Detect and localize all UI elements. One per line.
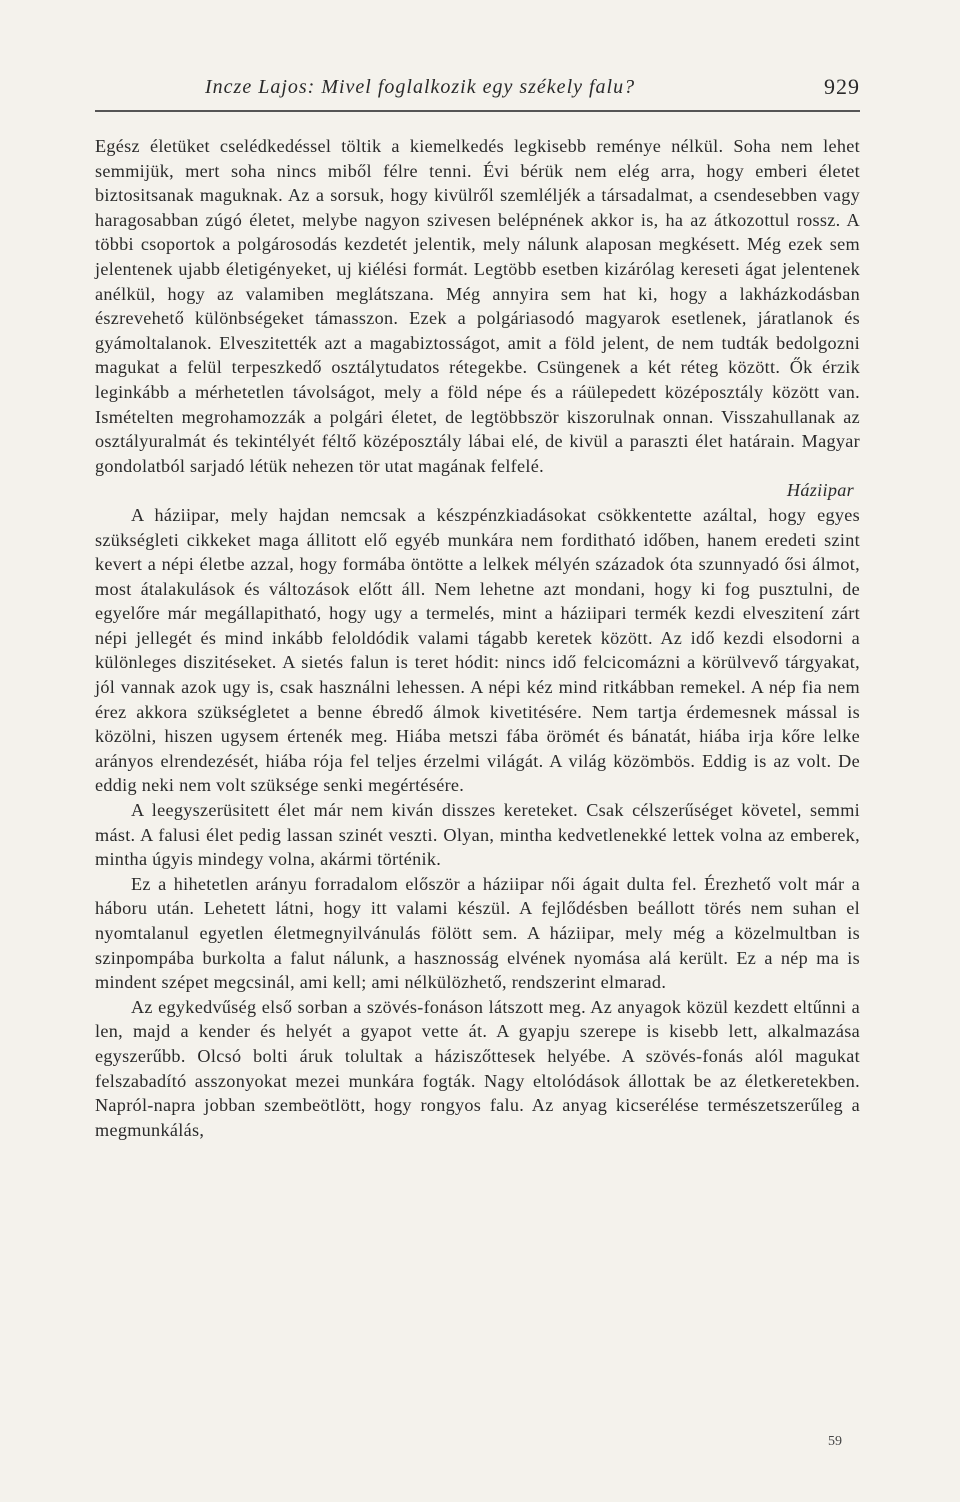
running-title: Incze Lajos: Mivel foglalkozik egy székely falu? (205, 76, 636, 98)
running-header (95, 70, 860, 112)
section-heading: Háziipar (786, 480, 854, 501)
article-body (95, 134, 860, 1142)
paragraph: Az egykedvűség első sorban a szövés-fonáson látszott meg. Az anyagok közül kezdett eltűnni a len, majd a kender és helyét a gyapot vette át. A gyapju szerepe is kisebb lett, alkalmazása egyszerűbb. Olcsó bolti áruk tolultak a háziszőttesek helyébe. A szövés-fonás alól magukat felszabadító asszonyokat mezei munkára fogták. Nagy eltolódások állottak be az életkeretekben. Napról-napra jobban szembeötlött, hogy rongyos falu. Az anyag kicserélése természetszerűleg a megmunkálás, (95, 996, 860, 1140)
paragraph: A leegyszerüsitett élet már nem kiván disszes kereteket. Csak célszerűséget követel, semmi mást. A falusi élet pedig lassan szinét veszti. Olyan, mintha kedvetlenekké lettek volna az emberek, mintha úgyis mindegy volna, akármi történik. (95, 800, 860, 870)
paragraph: A háziipar, mely hajdan nemcsak a készpénzkiadásokat csökkentette azáltal, hogy egyes szükségleti cikkeket maga állitott elő egyéb munkára nem forditható időben, hanem eredeti szint kevert a népi életbe azzal, hogy formába öntötte a lelkek mélyén századok óta szunnyadó ősi álmot, most átalakulások és változások előtt áll. Nem lehetne azt mondani, hogy ki fog pusztulni, de egyelőre már megállapitható, hogy ugy a termelés, mint a háziipari termék kezdi elveszitení zárt népi jellegét és mind inkább feloldódik valami tágabb keretek között. Az idő kezdi elsodorni a különleges diszitéseket. A sietés falun is teret hódit: nincs idő felcicomázni a körülvevő tárgyakat, jól vannak azok ugy is, csak használni lehessen. A népi kéz mind ritkábban remekel. A nép fia nem érez akkora szükségletet a benne ébredő álmok kivetitésére. Nem tartja érdemesnek mással is közölni, hiszen ugysem értenék meg. Hiába metszi fába örömét és bánatát, hiába irja kőre lelke arányos elrendezését, hiába rója fel teljes érzelmi világát. A világ közömbös. Eddig is az volt. De eddig neki nem volt szüksége senki megértésére. (95, 504, 860, 796)
paragraph: Ez a hihetetlen arányu forradalom először a háziipar női ágait dulta fel. Érezhető volt már a háboru után. Lehetett látni, hogy itt valami készül. A fejlődésben beállott törés nem suhan el nyomtalanul egyetlen életmegnyilvánulás fölött sem. A háziipar, mely még a közelmultban is szinpompába burkolta a falut nálunk, a hasznosság elvének nyomása alá került. Ez a nép ma is mindent szépet megcsinál, ami kell; ami nélkülözhető, rendszerint elmarad. (95, 873, 860, 993)
paragraph: Egész életüket cselédkedéssel töltik a kiemelkedés legkisebb reménye nélkül. Soha nem lehet semmijük, mert soha nincs miből félre tenni. Évi bérük nem elég arra, hogy emberi életet biztositsanak maguknak. Az a sorsuk, hogy kivülről szemléljék a társadalmat, a csendesebben vagy haragosabban zúgó életet, melybe nagyon szivesen belépnének akkor is, ha az átkozottul rossz. A többi csoportok a polgárosodás kezdetét jelentik, mely nálunk alaposan megkésett. Még ezek sem jelentenek ujabb életigényeket, uj kiélési formát. Legtöbb esetben kizárólag kereseti ágat jelentenek anélkül, hogy az valamiben meglátszana. Még annyira sem hat ki, hogy a lakházkodásban észrevehető különbségeket támasszon. Ezek a polgáriasodó magyarok esetlenek, járatlanok és gyámoltalanok. Elveszitették azt a magabiztosságot, amit a föld jelent, de nem tudták bedolgozni magukat a felül terpeszkedő osztálytudatos rétegekbe. Csüngenek a két réteg között. Ők érzik leginkább a mérhetetlen távolságot, mely a föld népe és a ráülepedett középosztály között van. Ismételten megrohamozzák a polgári életet, de legtöbbször kiszorulnak onnan. Visszahullanak az osztályuralmát és tekintélyét féltő középosztály lábai elé, de kivül a paraszti élet határain. Magyar gondolatból sarjadó létük nehezen tör utat magának felfelé. (95, 136, 860, 476)
page-number: 929 (824, 74, 860, 99)
printer-signature: 59 (828, 1434, 842, 1449)
